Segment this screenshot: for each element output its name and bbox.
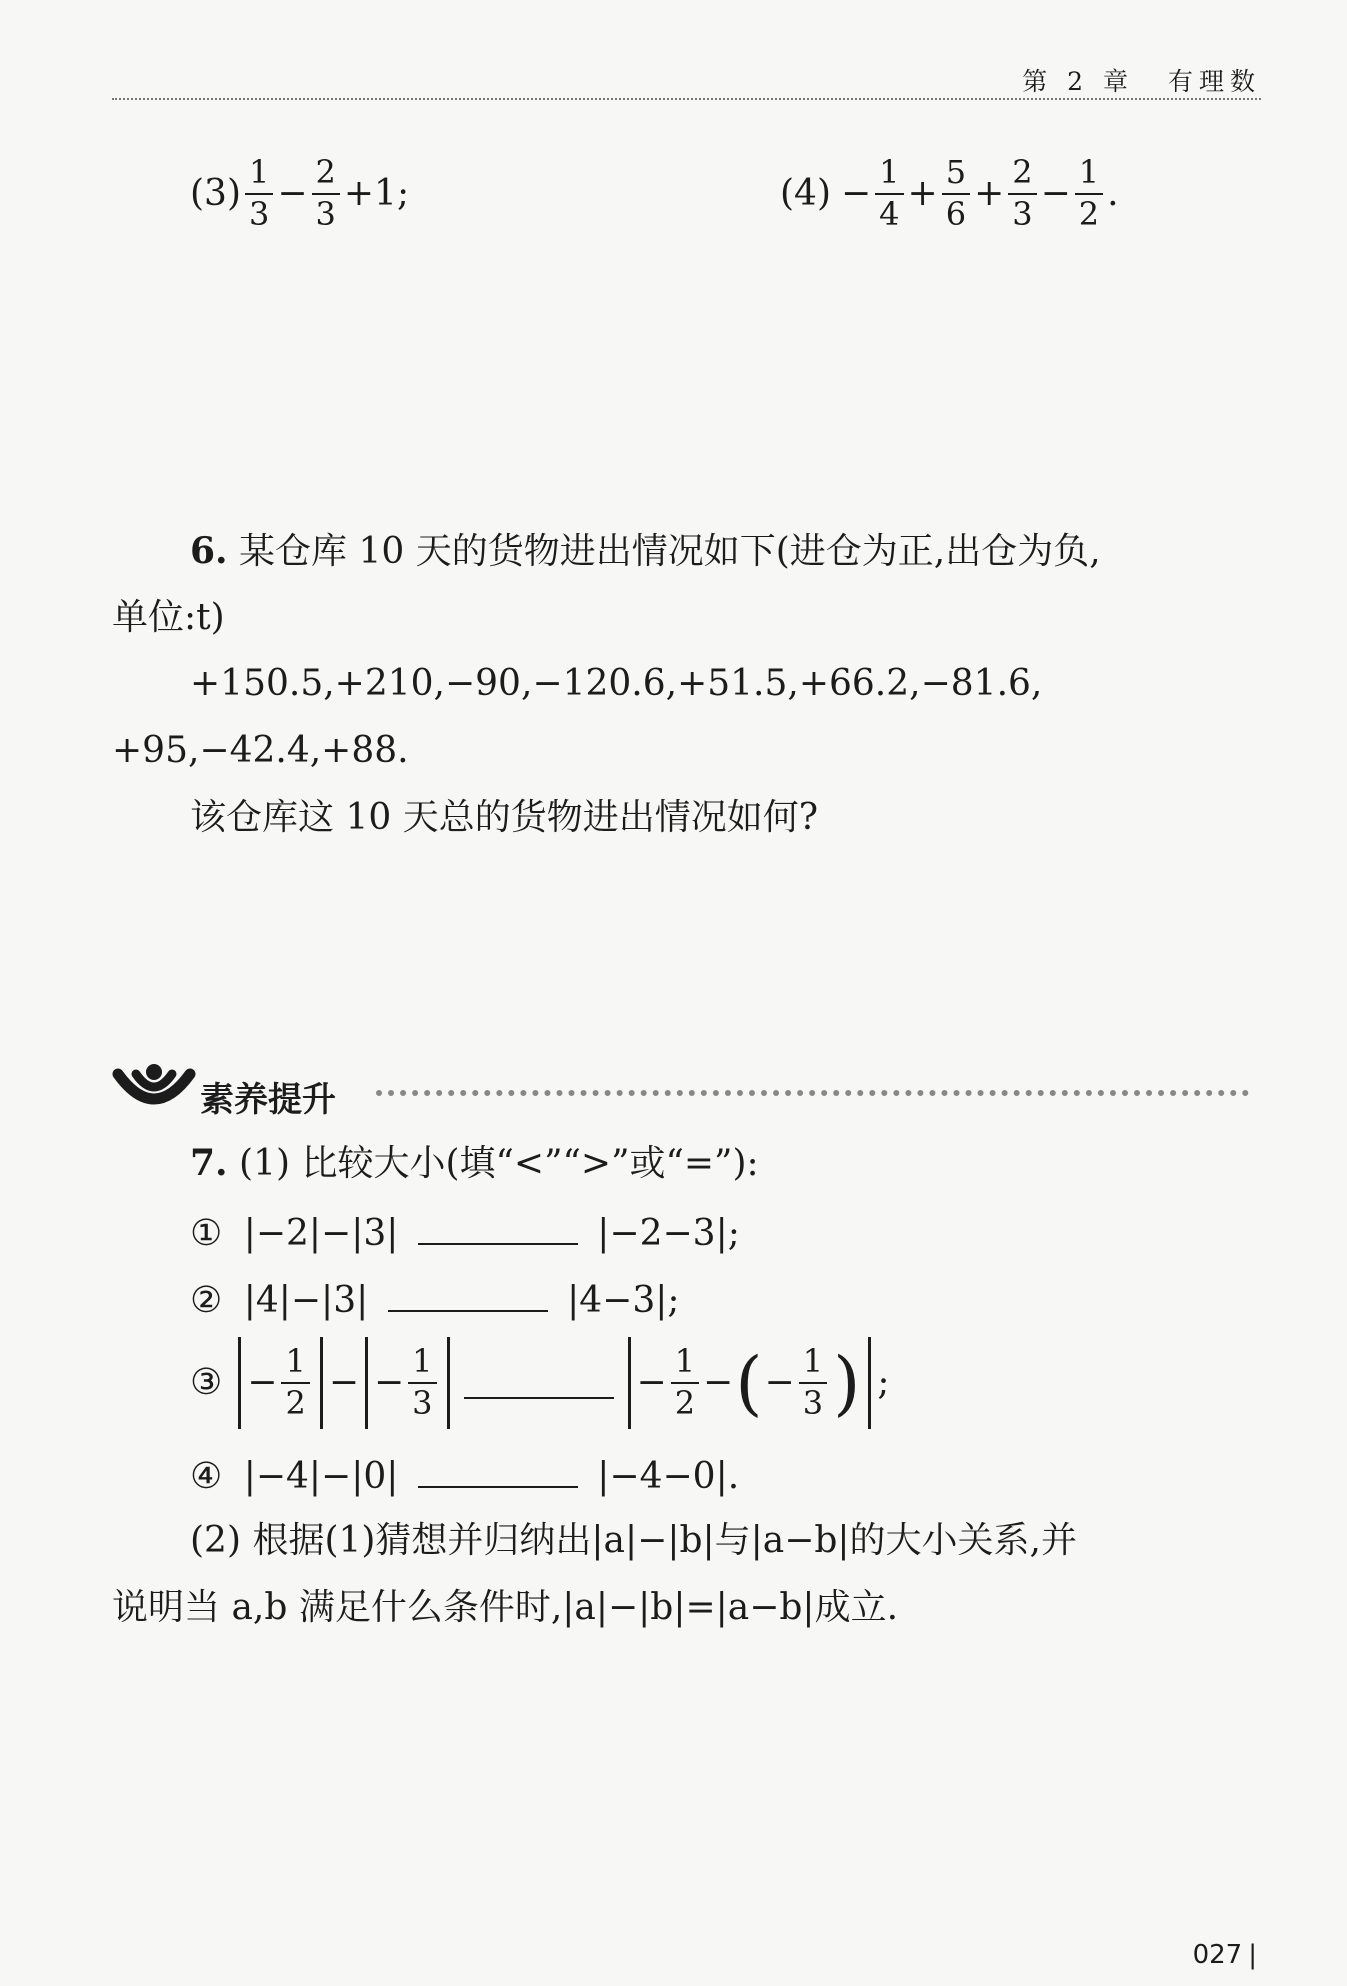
operator: − <box>841 172 872 214</box>
compare-item-4 <box>190 1456 739 1495</box>
expression-tail: ; <box>877 1362 890 1403</box>
right-expression: |−4−0|. <box>597 1456 740 1497</box>
compare-item-1 <box>190 1213 740 1252</box>
circled-number: ③ <box>190 1362 223 1403</box>
circled-number: ④ <box>190 1456 223 1497</box>
abs-bar <box>238 1337 241 1429</box>
compare-item-3 <box>190 1337 890 1429</box>
abs-bar <box>365 1337 368 1429</box>
problem-6-data-line1: +150.5,+210,−90,−120.6,+51.5,+66.2,−81.6, <box>190 663 1043 704</box>
problem-6-line2: 单位:t) <box>112 597 225 638</box>
operator: − <box>247 1362 278 1403</box>
chapter-label: 第 2 章 <box>1022 67 1135 96</box>
page-number-bar: | <box>1248 1940 1257 1970</box>
abs-bar <box>868 1337 871 1429</box>
item-label: (3) <box>190 172 241 214</box>
right-expression: |−2−3|; <box>597 1213 740 1254</box>
fraction: $\frac{1}{3}$ <box>245 156 273 231</box>
problem-number: 7. <box>190 1142 228 1184</box>
abs-bar <box>447 1337 450 1429</box>
chapter-title: 有理数 <box>1167 67 1261 96</box>
operator: − <box>373 1362 405 1403</box>
item-label: (4) <box>780 172 831 214</box>
operator: − <box>277 172 308 214</box>
problem-number: 6. <box>190 530 228 572</box>
operator: − <box>764 1362 795 1403</box>
left-expression: |−4|−|0| <box>243 1456 399 1497</box>
problem-6-question: 该仓库这 10 天总的货物进出情况如何? <box>190 797 818 838</box>
right-expression: |4−3|; <box>567 1280 680 1321</box>
problem-6-line1 <box>190 530 1101 572</box>
answer-blank[interactable] <box>418 1213 578 1245</box>
right-paren: ) <box>833 1342 861 1424</box>
answer-blank[interactable] <box>464 1367 614 1399</box>
problem-5-3 <box>190 153 410 233</box>
abs-bar <box>628 1337 631 1429</box>
operator: − <box>1040 172 1071 214</box>
problem-7-part1 <box>190 1142 759 1184</box>
operator: − <box>703 1362 734 1403</box>
section-title: 素养提升 <box>200 1080 336 1120</box>
fraction: $\frac{1}{2}$ <box>281 1345 309 1420</box>
answer-blank[interactable] <box>388 1280 548 1312</box>
section-header <box>112 1060 196 1124</box>
problem-text: (1) 比较大小(填“<”“>”或“=”): <box>239 1143 759 1184</box>
operator: + <box>974 172 1005 214</box>
fraction: $\frac{1}{4}$ <box>875 156 903 231</box>
header-divider <box>112 98 1261 100</box>
expression-tail: . <box>1107 172 1119 214</box>
section-divider <box>376 1090 1249 1096</box>
left-expression: |−2|−|3| <box>243 1213 399 1254</box>
page-number: 027 | <box>1192 1940 1257 1970</box>
operator: − <box>328 1362 359 1403</box>
abs-bar <box>320 1337 323 1429</box>
fraction: $\frac{2}{3}$ <box>312 156 340 231</box>
problem-5-4 <box>780 153 1119 233</box>
left-expression: |4|−|3| <box>243 1280 369 1321</box>
problem-7-part2-line2: 说明当 a,b 满足什么条件时,|a|−|b|=|a−b|成立. <box>112 1587 899 1628</box>
chapter-header <box>1022 62 1261 98</box>
fraction: $\frac{5}{6}$ <box>942 156 970 231</box>
problem-text: 某仓库 10 天的货物进出情况如下(进仓为正,出仓为负, <box>239 531 1101 572</box>
fraction: $\frac{1}{3}$ <box>799 1345 827 1420</box>
fraction: $\frac{1}{2}$ <box>671 1345 699 1420</box>
circled-number: ② <box>190 1280 223 1321</box>
compare-item-2 <box>190 1280 680 1319</box>
fraction: $\frac{1}{2}$ <box>1075 156 1103 231</box>
problem-7-part2-line1: (2) 根据(1)猜想并归纳出|a|−|b|与|a−b|的大小关系,并 <box>190 1520 1077 1561</box>
left-paren: ( <box>735 1342 763 1424</box>
section-logo-icon <box>112 1060 196 1120</box>
circled-number: ① <box>190 1213 223 1254</box>
fraction: $\frac{2}{3}$ <box>1008 156 1036 231</box>
expression-tail: +1; <box>343 172 410 214</box>
problem-6-data-line2: +95,−42.4,+88. <box>112 730 409 771</box>
operator: + <box>907 172 938 214</box>
fraction: $\frac{1}{3}$ <box>408 1345 436 1420</box>
operator: − <box>636 1362 667 1403</box>
answer-blank[interactable] <box>418 1456 578 1488</box>
